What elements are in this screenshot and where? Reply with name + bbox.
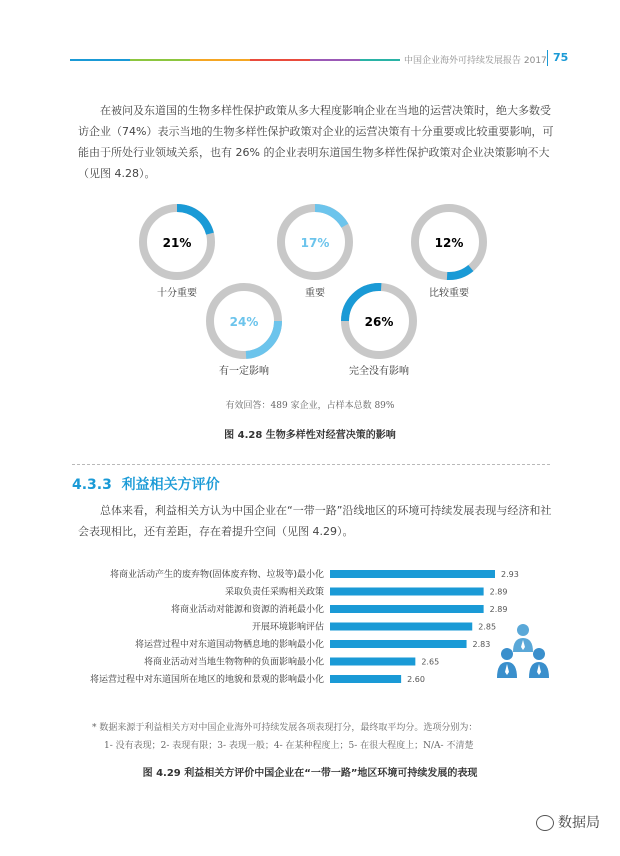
donut-label: 十分重要: [157, 288, 197, 299]
header-rule-teal: [360, 59, 400, 61]
people-group-icon: [492, 620, 554, 682]
figure-4-29-note-line2: 1- 没有表现；2- 表现有限；3- 表现一般；4- 在某种程度上；5- 在很大程度上；N/A- 不清楚: [104, 741, 474, 751]
bar-value-label: 2.85: [478, 622, 497, 632]
bar-category-label: 将商业活动对能源和资源的消耗最小化: [170, 605, 324, 615]
figure-4-29-caption: 图 4.29 利益相关方评价中国企业在“一带一路”地区环境可持续发展的表现: [142, 768, 478, 779]
header-rule-purple: [310, 59, 360, 61]
watermark: [536, 812, 600, 832]
figure-4-28-note: 有效回答：489 家企业，占样本总数 89%: [225, 401, 395, 411]
figure-4-28-caption: 图 4.28 生物多样性对经营决策的影响: [224, 430, 396, 441]
wechat-icon: [536, 815, 554, 831]
donut-pct: 26%: [364, 315, 394, 329]
donut-important: [276, 203, 354, 281]
report-title: 中国企业海外可持续发展报告 2017: [404, 56, 547, 66]
section-title: 利益相关方评价: [121, 477, 220, 493]
section-heading: [72, 474, 220, 494]
bar-category-label: 将商业活动对当地生物物种的负面影响最小化: [143, 657, 324, 668]
bar-value-label: 2.93: [501, 570, 519, 579]
donut-label: 有一定影响: [219, 366, 269, 377]
bar-category-label: 将商业活动产生的废弃物(固体废弃物、垃圾等)最小化: [109, 570, 324, 580]
bar: [330, 588, 484, 596]
donut-fairly-important: [410, 203, 488, 281]
donut-pct: 21%: [162, 236, 192, 250]
section-divider: [72, 464, 550, 465]
donut-no-impact: [340, 282, 418, 360]
bar: [330, 675, 401, 683]
figure-4-29-chart: [60, 560, 530, 695]
bar-value-label: 2.89: [489, 605, 508, 614]
bar-category-label: 将运营过程中对东道国所在地区的地貌和景观的影响最小化: [89, 675, 324, 685]
bar-category-label: 开展环境影响评估: [251, 622, 324, 633]
bar: [330, 658, 415, 666]
donut-label: 完全没有影响: [349, 366, 409, 377]
bar: [330, 605, 484, 613]
bar-category-label: 采取负责任采购相关政策: [224, 587, 324, 598]
bar-category-label: 将运营过程中对东道国动物栖息地的影响最小化: [134, 640, 324, 650]
bar-value-label: 2.83: [472, 640, 491, 649]
header-rule-orange: [190, 59, 250, 61]
bar-value-label: 2.65: [421, 657, 440, 667]
bar: [330, 640, 467, 648]
paragraph-biodiversity: 在被问及东道国的生物多样性保护政策从多大程度影响企业在当地的运营决策时，绝大多数受访企业（74%）表示当地的生物多样性保护政策对企业的运营决策有十分重要或比较重要影响，可能由于所处行业领域关系，也有 26% 的企业表明东道国生物多样性保护政策对企业决策影响不大（见图 4.28）。: [78, 104, 554, 180]
header-rule-red: [250, 59, 310, 61]
bar-value-label: 2.60: [407, 675, 425, 684]
donut-very-important: [138, 203, 216, 281]
bar: [330, 623, 472, 631]
donut-pct: 17%: [300, 236, 330, 250]
figure-4-29-note-line1: * 数据来源于利益相关方对中国企业海外可持续发展各项表现打分，最终取平均分。选项分别为：: [92, 723, 478, 733]
header-separator: [547, 50, 548, 66]
section-number: 4.3.3: [72, 477, 112, 493]
watermark-text: 数据局: [558, 815, 600, 831]
header-rule-green: [130, 59, 190, 61]
page-number: 75: [553, 51, 569, 64]
donut-pct: 24%: [229, 315, 259, 329]
paragraph-stakeholder: 总体来看，利益相关方认为中国企业在“一带一路”沿线地区的环境可持续发展表现与经济和社会表现相比，还有差距，存在着提升空间（见图 4.29）。: [78, 504, 552, 538]
donut-label: 比较重要: [429, 288, 469, 299]
bar: [330, 570, 495, 578]
donut-some-impact: [205, 282, 283, 360]
donut-label: 重要: [305, 288, 325, 299]
header-rule-blue: [70, 59, 130, 61]
bar-value-label: 2.89: [489, 587, 508, 597]
donut-pct: 12%: [434, 236, 464, 250]
